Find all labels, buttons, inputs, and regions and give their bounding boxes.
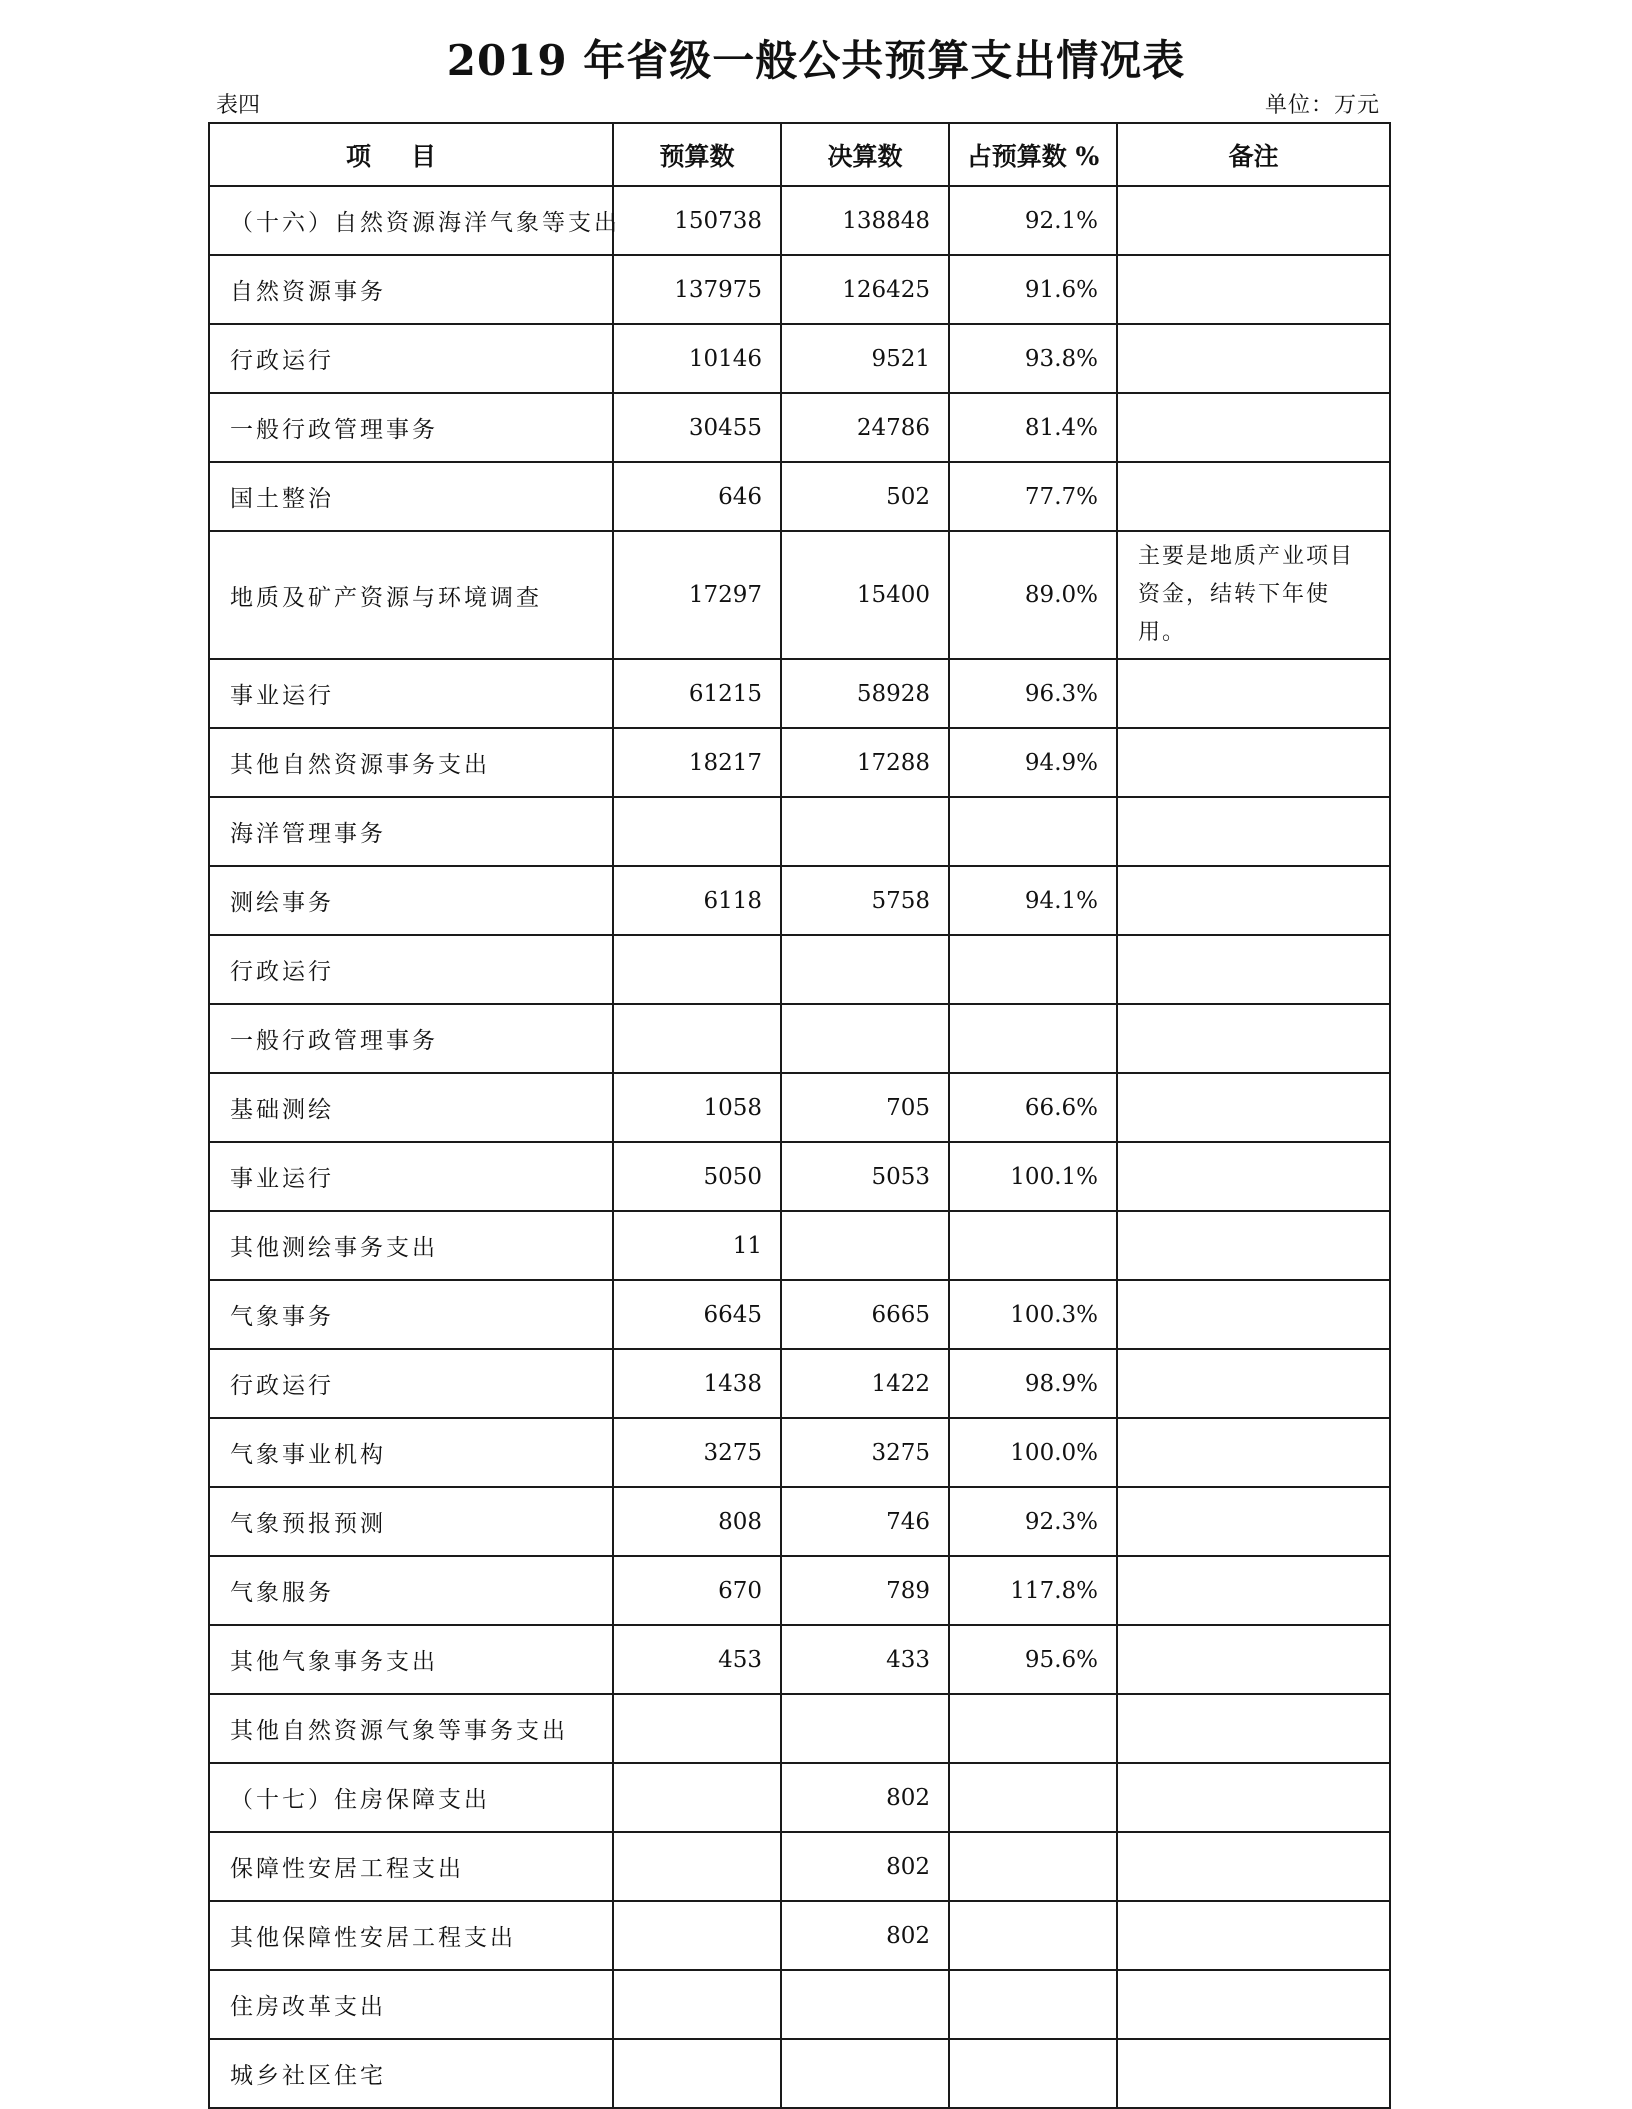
- table-row: [209, 1211, 1390, 1280]
- row-final-cell: 705: [781, 1073, 949, 1142]
- row-budget-cell: 6118: [613, 866, 781, 935]
- table-row: [209, 659, 1390, 728]
- table-row: [209, 531, 1390, 659]
- row-budget-cell: [613, 797, 781, 866]
- table-row: [209, 1280, 1390, 1349]
- row-budget-cell: 5050: [613, 1142, 781, 1211]
- row-note-cell: [1117, 1487, 1390, 1556]
- row-budget-cell: 150738: [613, 186, 781, 255]
- row-final-cell: 9521: [781, 324, 949, 393]
- row-final-cell: 802: [781, 1763, 949, 1832]
- table-body: [209, 186, 1390, 2108]
- row-final-cell: 502: [781, 462, 949, 531]
- row-percent-cell: 92.3%: [949, 1487, 1117, 1556]
- row-percent-cell: 77.7%: [949, 462, 1117, 531]
- row-percent-cell: 94.9%: [949, 728, 1117, 797]
- row-note-cell: [1117, 1556, 1390, 1625]
- row-item-cell: 测绘事务: [209, 866, 613, 935]
- row-budget-cell: [613, 1832, 781, 1901]
- row-note-cell: [1117, 1625, 1390, 1694]
- row-item-cell: 保障性安居工程支出: [209, 1832, 613, 1901]
- row-item-cell: 气象预报预测: [209, 1487, 613, 1556]
- row-budget-cell: 670: [613, 1556, 781, 1625]
- row-item-cell: 其他气象事务支出: [209, 1625, 613, 1694]
- row-percent-cell: 95.6%: [949, 1625, 1117, 1694]
- row-final-cell: [781, 2039, 949, 2108]
- row-item-cell: 城乡社区住宅: [209, 2039, 613, 2108]
- row-percent-cell: 100.3%: [949, 1280, 1117, 1349]
- row-final-cell: 789: [781, 1556, 949, 1625]
- row-budget-cell: 17297: [613, 531, 781, 659]
- table-row: [209, 462, 1390, 531]
- table-row: [209, 2039, 1390, 2108]
- table-row: [209, 1901, 1390, 1970]
- row-final-cell: 5053: [781, 1142, 949, 1211]
- row-final-cell: 1422: [781, 1349, 949, 1418]
- row-percent-cell: [949, 1211, 1117, 1280]
- row-final-cell: 802: [781, 1901, 949, 1970]
- row-item-cell: 其他自然资源事务支出: [209, 728, 613, 797]
- table-row: [209, 1694, 1390, 1763]
- row-percent-cell: 91.6%: [949, 255, 1117, 324]
- row-item-cell: 事业运行: [209, 1142, 613, 1211]
- row-percent-cell: [949, 1901, 1117, 1970]
- row-budget-cell: 1438: [613, 1349, 781, 1418]
- row-percent-cell: 100.0%: [949, 1418, 1117, 1487]
- row-final-cell: [781, 797, 949, 866]
- table-row: [209, 1487, 1390, 1556]
- row-final-cell: [781, 1004, 949, 1073]
- row-final-cell: 138848: [781, 186, 949, 255]
- row-budget-cell: [613, 2039, 781, 2108]
- row-percent-cell: 117.8%: [949, 1556, 1117, 1625]
- row-item-cell: 事业运行: [209, 659, 613, 728]
- row-percent-cell: [949, 797, 1117, 866]
- row-note-cell: [1117, 186, 1390, 255]
- row-item-cell: 其他测绘事务支出: [209, 1211, 613, 1280]
- table-row: [209, 1142, 1390, 1211]
- row-percent-cell: [949, 1694, 1117, 1763]
- row-percent-cell: 94.1%: [949, 866, 1117, 935]
- row-item-cell: 国土整治: [209, 462, 613, 531]
- row-budget-cell: 137975: [613, 255, 781, 324]
- header-final: 决算数: [781, 123, 949, 186]
- row-item-cell: 行政运行: [209, 324, 613, 393]
- row-final-cell: 15400: [781, 531, 949, 659]
- header-budget: 预算数: [613, 123, 781, 186]
- row-final-cell: 5758: [781, 866, 949, 935]
- unit-label: 单位：万元: [1264, 93, 1380, 118]
- row-final-cell: 433: [781, 1625, 949, 1694]
- table-row: [209, 393, 1390, 462]
- row-note-cell: 主要是地质产业项目资金，结转下年使用。: [1117, 531, 1390, 659]
- row-percent-cell: [949, 1970, 1117, 2039]
- row-item-cell: 其他自然资源气象等事务支出: [209, 1694, 613, 1763]
- row-item-cell: 气象服务: [209, 1556, 613, 1625]
- row-percent-cell: 89.0%: [949, 531, 1117, 659]
- table-row: [209, 255, 1390, 324]
- table-row: [209, 1832, 1390, 1901]
- row-note-cell: [1117, 935, 1390, 1004]
- row-budget-cell: [613, 1970, 781, 2039]
- header-note: 备注: [1117, 123, 1390, 186]
- row-note-cell: [1117, 1832, 1390, 1901]
- row-item-cell: （十七）住房保障支出: [209, 1763, 613, 1832]
- row-item-cell: 行政运行: [209, 935, 613, 1004]
- row-percent-cell: 81.4%: [949, 393, 1117, 462]
- row-item-cell: 海洋管理事务: [209, 797, 613, 866]
- row-budget-cell: 808: [613, 1487, 781, 1556]
- row-item-cell: 一般行政管理事务: [209, 393, 613, 462]
- row-final-cell: 6665: [781, 1280, 949, 1349]
- table-row: [209, 866, 1390, 935]
- row-budget-cell: 6645: [613, 1280, 781, 1349]
- table-row: [209, 186, 1390, 255]
- row-note-cell: [1117, 1004, 1390, 1073]
- row-final-cell: 802: [781, 1832, 949, 1901]
- row-note-cell: [1117, 728, 1390, 797]
- row-budget-cell: 3275: [613, 1418, 781, 1487]
- table-row: [209, 1004, 1390, 1073]
- table-row: [209, 728, 1390, 797]
- row-budget-cell: 61215: [613, 659, 781, 728]
- row-note-cell: [1117, 1694, 1390, 1763]
- row-percent-cell: 100.1%: [949, 1142, 1117, 1211]
- row-budget-cell: 453: [613, 1625, 781, 1694]
- row-final-cell: 24786: [781, 393, 949, 462]
- row-note-cell: [1117, 797, 1390, 866]
- table-header-row: [209, 123, 1390, 186]
- row-budget-cell: [613, 1901, 781, 1970]
- row-item-cell: 气象事务: [209, 1280, 613, 1349]
- row-budget-cell: 11: [613, 1211, 781, 1280]
- table-row: [209, 935, 1390, 1004]
- row-budget-cell: [613, 1004, 781, 1073]
- row-item-cell: 其他保障性安居工程支出: [209, 1901, 613, 1970]
- row-note-cell: [1117, 1418, 1390, 1487]
- row-final-cell: [781, 1694, 949, 1763]
- row-item-cell: 一般行政管理事务: [209, 1004, 613, 1073]
- row-item-cell: 行政运行: [209, 1349, 613, 1418]
- row-item-cell: 基础测绘: [209, 1073, 613, 1142]
- row-percent-cell: [949, 935, 1117, 1004]
- row-note-cell: [1117, 659, 1390, 728]
- row-budget-cell: 646: [613, 462, 781, 531]
- row-percent-cell: 96.3%: [949, 659, 1117, 728]
- row-budget-cell: 18217: [613, 728, 781, 797]
- header-percent: 占预算数 %: [949, 123, 1117, 186]
- row-percent-cell: 98.9%: [949, 1349, 1117, 1418]
- row-item-cell: （十六）自然资源海洋气象等支出: [209, 186, 613, 255]
- table-number-label: 表四: [216, 93, 261, 118]
- row-budget-cell: [613, 1763, 781, 1832]
- table-row: [209, 1970, 1390, 2039]
- row-budget-cell: 1058: [613, 1073, 781, 1142]
- row-item-cell: 住房改革支出: [209, 1970, 613, 2039]
- table-row: [209, 1556, 1390, 1625]
- row-note-cell: [1117, 2039, 1390, 2108]
- row-percent-cell: 66.6%: [949, 1073, 1117, 1142]
- row-note-cell: [1117, 255, 1390, 324]
- row-final-cell: 3275: [781, 1418, 949, 1487]
- row-note-cell: [1117, 866, 1390, 935]
- row-final-cell: [781, 1970, 949, 2039]
- table-row: [209, 324, 1390, 393]
- table-row: [209, 797, 1390, 866]
- row-budget-cell: [613, 935, 781, 1004]
- table-row: [209, 1349, 1390, 1418]
- row-note-cell: [1117, 1280, 1390, 1349]
- row-note-cell: [1117, 1073, 1390, 1142]
- header-item: 项目: [209, 123, 613, 186]
- row-final-cell: 126425: [781, 255, 949, 324]
- row-final-cell: [781, 935, 949, 1004]
- row-note-cell: [1117, 1763, 1390, 1832]
- row-item-cell: 气象事业机构: [209, 1418, 613, 1487]
- table-row: [209, 1763, 1390, 1832]
- row-budget-cell: 30455: [613, 393, 781, 462]
- row-percent-cell: [949, 1832, 1117, 1901]
- row-item-cell: 地质及矿产资源与环境调查: [209, 531, 613, 659]
- table-row: [209, 1073, 1390, 1142]
- row-note-cell: [1117, 393, 1390, 462]
- row-note-cell: [1117, 1970, 1390, 2039]
- table-row: [209, 1625, 1390, 1694]
- row-final-cell: [781, 1211, 949, 1280]
- row-note-cell: [1117, 1349, 1390, 1418]
- row-budget-cell: [613, 1694, 781, 1763]
- row-final-cell: 58928: [781, 659, 949, 728]
- row-percent-cell: [949, 1004, 1117, 1073]
- row-item-cell: 自然资源事务: [209, 255, 613, 324]
- row-budget-cell: 10146: [613, 324, 781, 393]
- row-note-cell: [1117, 1901, 1390, 1970]
- row-percent-cell: 92.1%: [949, 186, 1117, 255]
- row-final-cell: 17288: [781, 728, 949, 797]
- row-percent-cell: [949, 1763, 1117, 1832]
- budget-table: [208, 122, 1391, 2109]
- row-percent-cell: 93.8%: [949, 324, 1117, 393]
- row-note-cell: [1117, 462, 1390, 531]
- page-title: 2019 年省级一般公共预算支出情况表: [446, 36, 1186, 85]
- row-note-cell: [1117, 1211, 1390, 1280]
- row-percent-cell: [949, 2039, 1117, 2108]
- row-final-cell: 746: [781, 1487, 949, 1556]
- table-row: [209, 1418, 1390, 1487]
- row-note-cell: [1117, 1142, 1390, 1211]
- row-note-cell: [1117, 324, 1390, 393]
